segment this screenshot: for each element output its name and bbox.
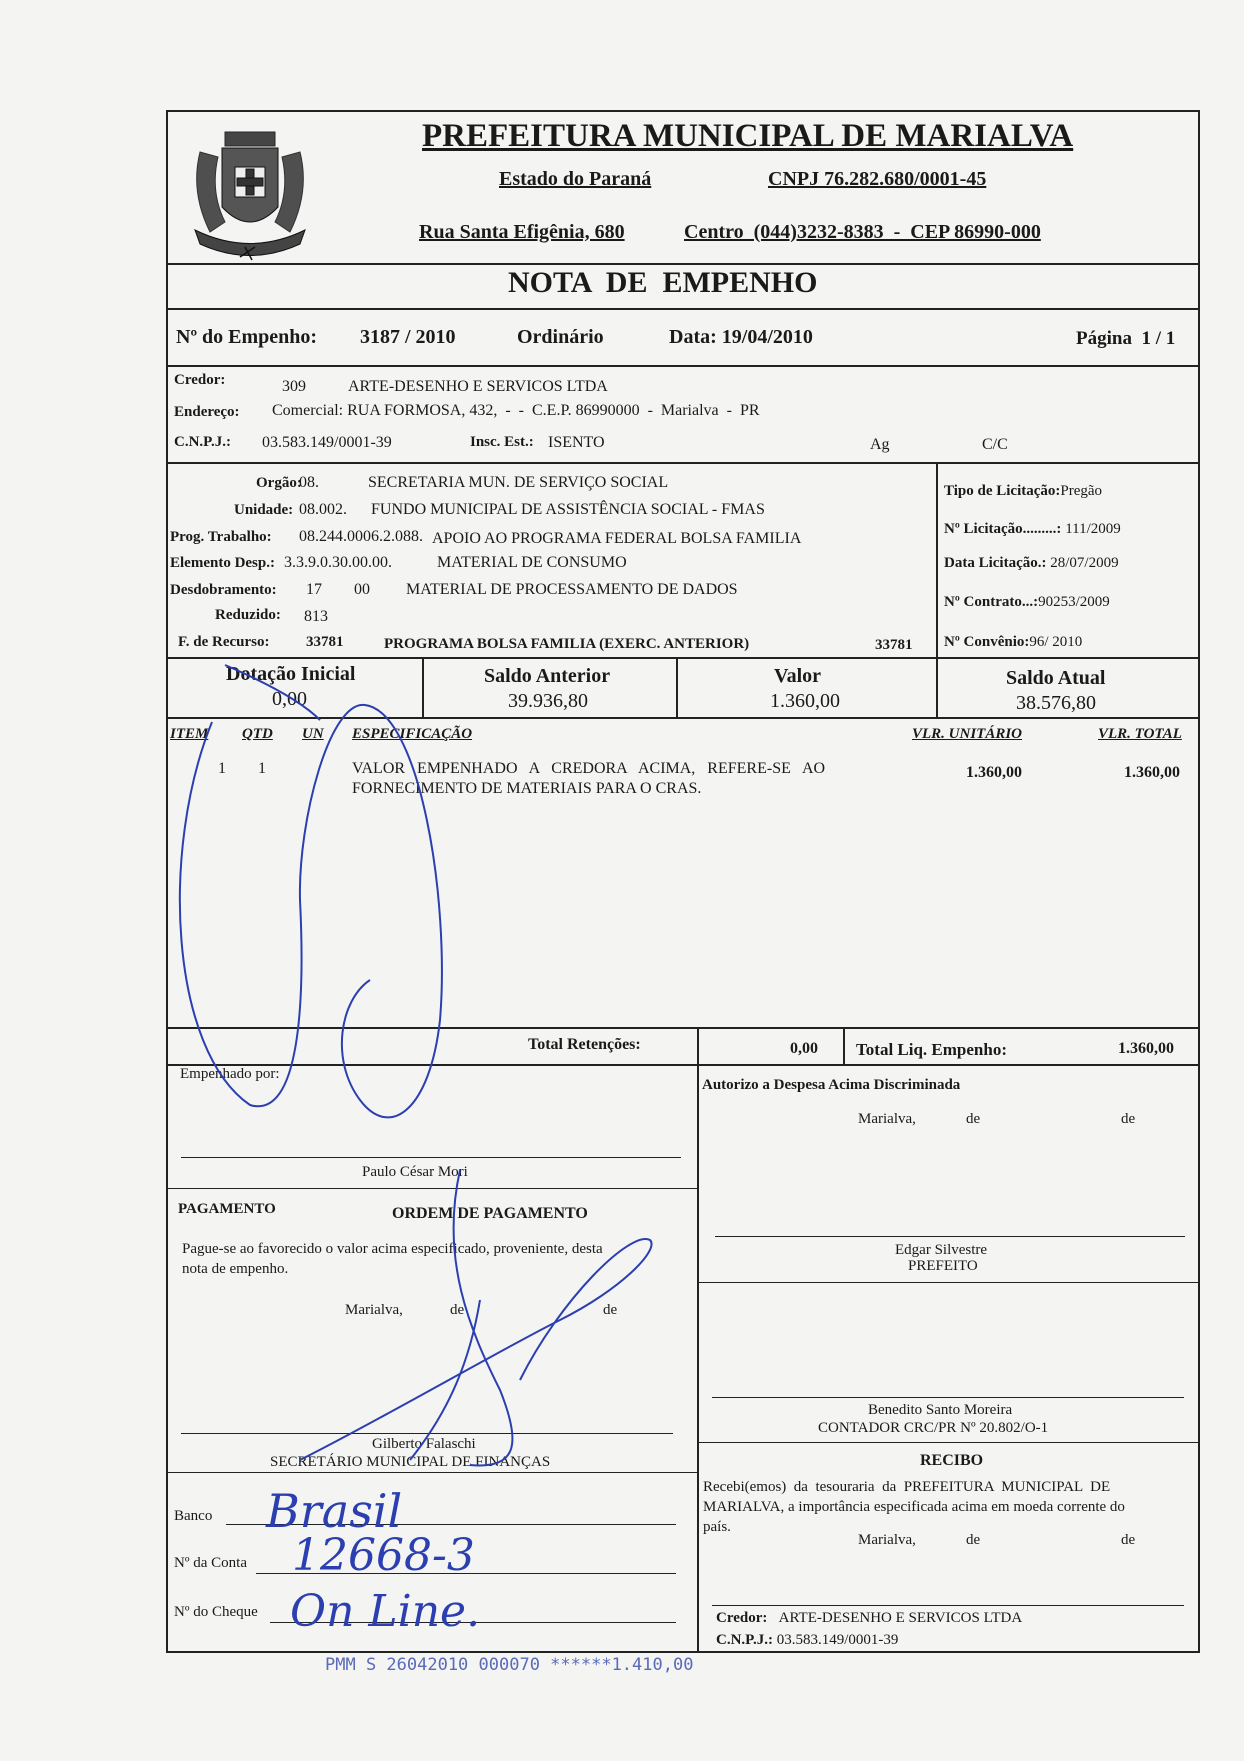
num-licitacao: 111/2009 bbox=[1065, 521, 1121, 537]
date-de: de bbox=[1121, 1532, 1136, 1548]
handwritten-cheque: On Line. bbox=[290, 1586, 481, 1637]
cnpj-label: C.N.P.J.: bbox=[174, 434, 231, 450]
orgao-desc: SECRETARIA MUN. DE SERVIÇO SOCIAL bbox=[368, 474, 669, 491]
credor-address: Comercial: RUA FORMOSA, 432, - - C.E.P. 86990000 - Marialva - PR bbox=[272, 402, 760, 419]
total-liquido-value: 1.360,00 bbox=[1118, 1040, 1174, 1057]
pague-text-line1: Pague-se ao favorecido o valor acima especificado, proveniente, desta bbox=[182, 1241, 603, 1257]
date-de: de bbox=[966, 1111, 981, 1127]
saldo-anterior-label: Saldo Anterior bbox=[484, 665, 611, 687]
item-desc-line2: FORNECIMENTO DE MATERIAIS PARA O CRAS. bbox=[352, 780, 702, 797]
convenio: 96/ 2010 bbox=[1029, 634, 1083, 650]
recurso-desc: PROGRAMA BOLSA FAMILIA (EXERC. ANTERIOR) bbox=[384, 636, 750, 652]
date-de: de bbox=[966, 1532, 981, 1548]
data-licitacao-label: Data Licitação.: bbox=[944, 555, 1047, 571]
elem-code: 3.3.9.0.30.00.00. bbox=[284, 554, 392, 571]
document-title: NOTA DE EMPENHO bbox=[508, 266, 818, 299]
recibo-title: RECIBO bbox=[920, 1452, 984, 1469]
recurso-code: 33781 bbox=[306, 634, 344, 650]
recurso-label: F. de Recurso: bbox=[178, 634, 270, 650]
date-de: de bbox=[603, 1302, 618, 1318]
address-label: Endereço: bbox=[174, 404, 240, 420]
recibo-credor-label: Credor: bbox=[716, 1610, 768, 1626]
pague-text-line2: nota de empenho. bbox=[182, 1261, 289, 1277]
data-licitacao: 28/07/2009 bbox=[1050, 555, 1119, 571]
prefeito-cargo: PREFEITO bbox=[908, 1258, 978, 1274]
recibo-credor-nome: ARTE-DESENHO E SERVICOS LTDA bbox=[778, 1610, 1023, 1626]
autorizo-text: Autorizo a Despesa Acima Discriminada bbox=[702, 1077, 961, 1093]
local-marialva: Marialva, bbox=[858, 1532, 916, 1548]
local-marialva: Marialva, bbox=[345, 1302, 403, 1318]
saldo-anterior-value: 39.936,80 bbox=[508, 690, 588, 712]
page-number: Página 1 / 1 bbox=[1076, 328, 1176, 349]
prefeito-nome: Edgar Silvestre bbox=[895, 1242, 988, 1258]
cc-label: C/C bbox=[982, 436, 1008, 453]
orgao-label: Orgão: bbox=[256, 475, 302, 491]
item-qtd: 1 bbox=[258, 760, 266, 777]
ordem-pagamento-label: ORDEM DE PAGAMENTO bbox=[392, 1205, 588, 1222]
reduzido-label: Reduzido: bbox=[215, 607, 281, 623]
item-number: 1 bbox=[218, 760, 226, 777]
saldo-atual-value: 38.576,80 bbox=[1016, 692, 1096, 714]
total-liquido-label: Total Liq. Empenho: bbox=[856, 1040, 1007, 1059]
col-item: ITEM bbox=[170, 726, 209, 742]
ag-label: Ag bbox=[870, 436, 890, 453]
contrato: 90253/2009 bbox=[1038, 594, 1110, 610]
insc-label: Insc. Est.: bbox=[470, 434, 534, 450]
col-vlr-unitario: VLR. UNITÁRIO bbox=[912, 726, 1023, 742]
municipality-address: Rua Santa Efigênia, 680 bbox=[419, 221, 625, 243]
empenho-label: Nº do Empenho: bbox=[176, 326, 318, 348]
banco-label: Banco bbox=[174, 1508, 213, 1524]
empenho-number: 3187 / 2010 bbox=[360, 326, 456, 348]
tipo-licitacao-label: Tipo de Licitação: bbox=[944, 483, 1061, 499]
total-retencoes-value: 0,00 bbox=[790, 1040, 818, 1057]
valor-value: 1.360,00 bbox=[770, 690, 840, 712]
local-marialva: Marialva, bbox=[858, 1111, 916, 1127]
unidade-label: Unidade: bbox=[234, 502, 294, 518]
payment-stamp: PMM S 26042010 000070 ******1.410,00 bbox=[325, 1655, 694, 1675]
col-vlr-total: VLR. TOTAL bbox=[1098, 726, 1182, 742]
credor-code: 309 bbox=[282, 378, 306, 395]
date-de: de bbox=[450, 1302, 465, 1318]
valor-label: Valor bbox=[774, 665, 822, 687]
pagamento-label: PAGAMENTO bbox=[178, 1201, 276, 1217]
dotacao-inicial-label: Dotação Inicial bbox=[226, 663, 356, 685]
financas-cargo: SECRETÁRIO MUNICIPAL DE FINANÇAS bbox=[270, 1454, 551, 1470]
unidade-code: 08.002. bbox=[299, 501, 347, 518]
recibo-text-line3: país. bbox=[703, 1519, 731, 1535]
total-retencoes-label: Total Retenções: bbox=[528, 1036, 641, 1053]
desd-a: 17 bbox=[306, 581, 322, 598]
elem-desc: MATERIAL DE CONSUMO bbox=[437, 554, 627, 571]
contador-cargo: CONTADOR CRC/PR Nº 20.802/O-1 bbox=[818, 1420, 1049, 1436]
cheque-label: Nº do Cheque bbox=[174, 1604, 258, 1620]
handwritten-conta: 12668-3 bbox=[292, 1530, 475, 1581]
recibo-text-line1: Recebi(emos) da tesouraria da PREFEITURA MUNICIPAL DE bbox=[703, 1479, 1111, 1495]
col-especificacao: ESPECIFICAÇÃO bbox=[352, 726, 473, 742]
credor-label: Credor: bbox=[174, 372, 226, 388]
orgao-code: 08. bbox=[299, 474, 319, 491]
item-total-value: 1.360,00 bbox=[1124, 764, 1180, 781]
prog-desc: APOIO AO PROGRAMA FEDERAL BOLSA FAMILIA bbox=[432, 530, 802, 547]
desd-b: 00 bbox=[354, 581, 370, 598]
convenio-label: Nº Convênio: bbox=[944, 634, 1030, 650]
unidade-desc: FUNDO MUNICIPAL DE ASSISTÊNCIA SOCIAL - FMAS bbox=[371, 501, 765, 518]
state-name: Estado do Paraná bbox=[499, 168, 652, 190]
prog-label: Prog. Trabalho: bbox=[170, 529, 272, 545]
conta-label: Nº da Conta bbox=[174, 1555, 247, 1571]
empenhado-nome: Paulo César Mori bbox=[362, 1164, 468, 1180]
credor-name: ARTE-DESENHO E SERVICOS LTDA bbox=[348, 378, 608, 395]
prog-code: 08.244.0006.2.088. bbox=[299, 528, 423, 545]
handwritten-banco: Brasil bbox=[266, 1484, 403, 1538]
col-qtd: QTD bbox=[242, 726, 273, 742]
desd-desc: MATERIAL DE PROCESSAMENTO DE DADOS bbox=[406, 581, 738, 598]
recibo-cnpj-label: C.N.P.J.: bbox=[716, 1632, 773, 1648]
recurso-code-2: 33781 bbox=[875, 637, 913, 653]
recibo-cnpj: 03.583.149/0001-39 bbox=[776, 1632, 899, 1648]
saldo-atual-label: Saldo Atual bbox=[1006, 667, 1106, 689]
contrato-label: Nº Contrato...: bbox=[944, 594, 1039, 610]
municipality-title: PREFEITURA MUNICIPAL DE MARIALVA bbox=[422, 118, 1074, 154]
item-desc-line1: VALOR EMPENHADO A CREDORA ACIMA, REFERE-SE AO bbox=[352, 760, 826, 777]
empenho-date: Data: 19/04/2010 bbox=[669, 326, 813, 348]
tipo-licitacao: Pregão bbox=[1060, 483, 1103, 499]
desd-label: Desdobramento: bbox=[170, 582, 277, 598]
empenho-type: Ordinário bbox=[517, 326, 604, 348]
financas-nome: Gilberto Falaschi bbox=[372, 1436, 476, 1452]
item-unit-value: 1.360,00 bbox=[966, 764, 1022, 781]
num-licitacao-label: Nº Licitação.........: bbox=[944, 521, 1062, 537]
credor-insc: ISENTO bbox=[548, 434, 605, 451]
municipality-cnpj: CNPJ 76.282.680/0001-45 bbox=[768, 168, 987, 190]
elem-label: Elemento Desp.: bbox=[170, 555, 275, 571]
col-un: UN bbox=[302, 726, 324, 742]
recibo-text-line2: MARIALVA, a importância especificada acima em moeda corrente do bbox=[703, 1499, 1125, 1515]
municipality-contact: Centro (044)3232-8383 - CEP 86990-000 bbox=[684, 221, 1041, 243]
credor-cnpj: 03.583.149/0001-39 bbox=[262, 434, 392, 451]
contador-nome: Benedito Santo Moreira bbox=[868, 1402, 1013, 1418]
empenhado-label: Empenhado por: bbox=[180, 1066, 280, 1082]
date-de: de bbox=[1121, 1111, 1136, 1127]
dotacao-inicial-value: 0,00 bbox=[272, 688, 307, 710]
reduzido-code: 813 bbox=[304, 608, 328, 625]
